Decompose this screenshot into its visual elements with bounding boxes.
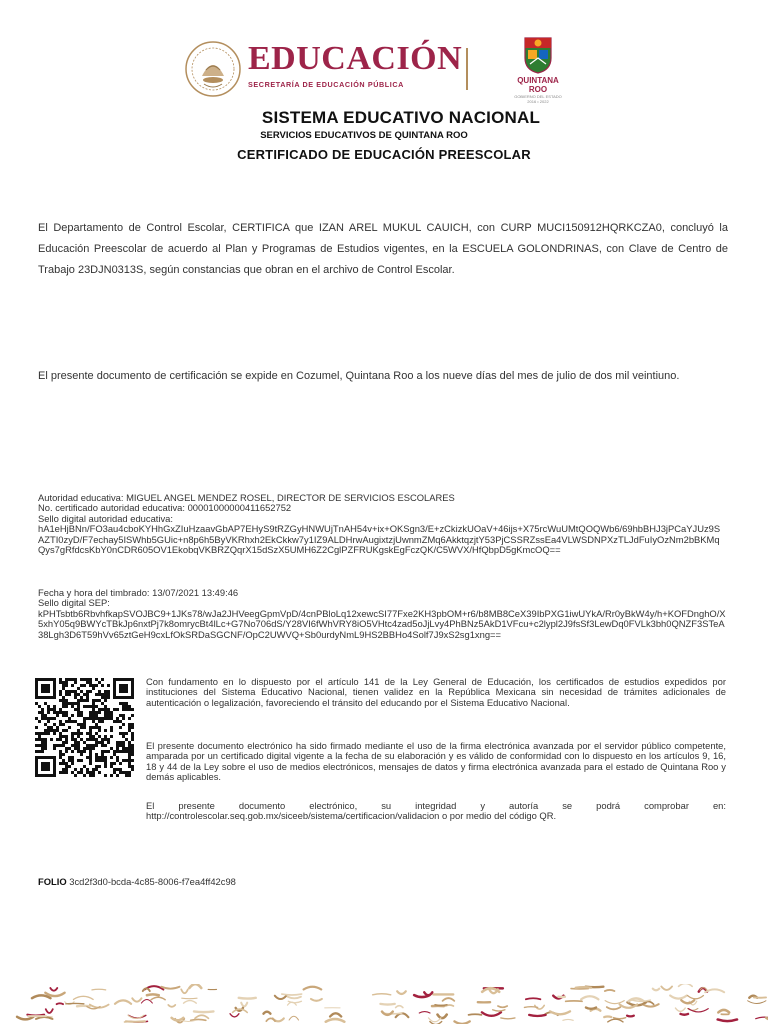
legal-paragraph-validity: Con fundamento en lo dispuesto por el artículo 141 de la Ley General de Educación, los certificados de estudios expedidos por instituciones del Sistema Educativo Nacional, tienen validez en la República Mexicana sin necesidad de trámites adicionales de autenticación o legalización, favoreciendo el tránsito del educando por el Sistema Educativo Nacional. <box>146 676 726 708</box>
sep-seal-value: kPHTsbtb6RbvhfkapSVOJBC9+1JKs78/wJa2JHVeegGpmVpD/4cnPBloLq12xewcSI77Fxe2KH3pbOM+r6/b8MB8CeX39IbPXG1iwUYkA/Rr0yBkW4y/h+KOFDnghO/X5xhY05q9BWYcTBkJp6nxtPj7k8omrycBt4lLc+G7No706dS/Y28VI6fWhVRY8iO5VHtc4zad5oJjLvy4PhBNz5AkD1VFcu+c2lypl2J9fsSf3LewDq0FVLk3bh0QNZF3STeA38Lgh3D6T59hVv65ztGeH9cxLfOkSRDaSGCNF/OpC2UWVQ+Sb0urdyNmL9HS2BBHo4Solf7J9xS2sg1xng== <box>38 607 726 640</box>
national-seal-icon <box>184 40 242 98</box>
sep-stamp-block <box>38 588 726 640</box>
authority-block <box>38 493 726 555</box>
quintana-roo-logo <box>508 34 568 104</box>
sep-brand <box>248 42 462 89</box>
state-name: QUINTANA ROO <box>517 76 559 94</box>
sep-seal-label: Sello digital SEP: <box>38 597 110 609</box>
folio <box>38 876 236 887</box>
state-years: 2016 • 2022 <box>527 99 549 104</box>
brand-subtitle: SECRETARÍA DE EDUCACIÓN PÚBLICA <box>248 80 404 89</box>
legal-paragraph-signature: El presente documento electrónico ha sido firmado mediante el uso de la firma electrónica avanzada por el servidor público competente, amparada por un certificado digital vigente a la fecha de su elaboración y es válido de conformidad con lo dispuesto en los artículos 9, 16, 18 y 44 de la Ley sobre el uso de medios electrónicos, mensajes de datos y firma electrónica avanzada para el estado de Quintana Roo y demás aplicables. <box>146 740 726 783</box>
state-shield-icon <box>523 34 553 74</box>
authority-seal-value: hA1eHjBNn/FO3au4cboKYHhGxZIuHzaavGbAP7EHyS9tRZGyHNWUjTnAH54v+ix+OKSgn3/E+zCkizkUOaV+46ijs+X75rcWuUMtQOQWb6/69hbBHJ3jPCaYJUz9SAZTI0zyD/F7echay5ISWhb5GUic+n8p6h5ByVKRhxh2EkCkkw7y1IZ9ALDHrwAugixtzjUwnmZMq6AkktqzjtY53PjCSSRZssEa4VLWSDNPXzTLJdFuIyOzNm2bBKMqQys7gRfdcsKbY0nCDR605OV1EkobqVKBRZQqrX15dSzX5UMH6Z2CglPZFRUKgskEgFczQK/C5WVX/HfQbpD5gKmcOQ== <box>38 523 721 556</box>
state-tagline: GOBIERNO DEL ESTADO <box>514 94 562 99</box>
certificate-title: CERTIFICADO DE EDUCACIÓN PREESCOLAR <box>237 147 531 162</box>
issuance-paragraph: El presente documento de certificación se expide en Cozumel, Quintana Roo a los nueve días del mes de julio de dos mil veintiuno. <box>38 370 680 382</box>
authority-line: Autoridad educativa: MIGUEL ANGEL MENDEZ ROSEL, DIRECTOR DE SERVICIOS ESCOLARES <box>38 492 455 503</box>
qr-code-icon <box>35 676 134 779</box>
certificate-number-line: No. certificado autoridad educativa: 00001000000411652752 <box>38 502 292 514</box>
brand-title: EDUCACIÓN <box>248 40 463 77</box>
document-titles <box>0 108 768 162</box>
header-divider <box>466 48 468 90</box>
folio-value: 3cd2f3d0-bcda-4c85-8006-f7ea4ff42c98 <box>69 876 236 887</box>
legal-paragraph-verification: El presente documento electrónico, su integridad y autoría se podrá comprobar en: http://controlescolar.seq.gob.mx/siceeb/sistema/certificacion/validacion o por medio del código QR. <box>146 800 726 822</box>
services-title: SERVICIOS EDUCATIVOS DE QUINTANA ROO <box>260 130 468 141</box>
timestamp-line: Fecha y hora del timbrado: 13/07/2021 13:49:46 <box>38 587 239 598</box>
header <box>0 34 768 104</box>
decorative-pattern-band <box>0 984 768 1024</box>
certification-paragraph: El Departamento de Control Escolar, CERTIFICA que IZAN AREL MUKUL CAUICH, con CURP MUCI150912HQRKCZA0, concluyó la Educación Preescolar de acuerdo al Plan y Programas de Estudios vigentes, en la ESCUELA GOLONDRINAS, con Clave de Centro de Trabajo 23DJN0313S, según constancias que obran en el archivo de Control Escolar. <box>38 222 728 276</box>
authority-seal-label: Sello digital autoridad educativa: <box>38 512 173 524</box>
folio-label: FOLIO <box>38 876 67 887</box>
system-title: SISTEMA EDUCATIVO NACIONAL <box>261 108 541 127</box>
